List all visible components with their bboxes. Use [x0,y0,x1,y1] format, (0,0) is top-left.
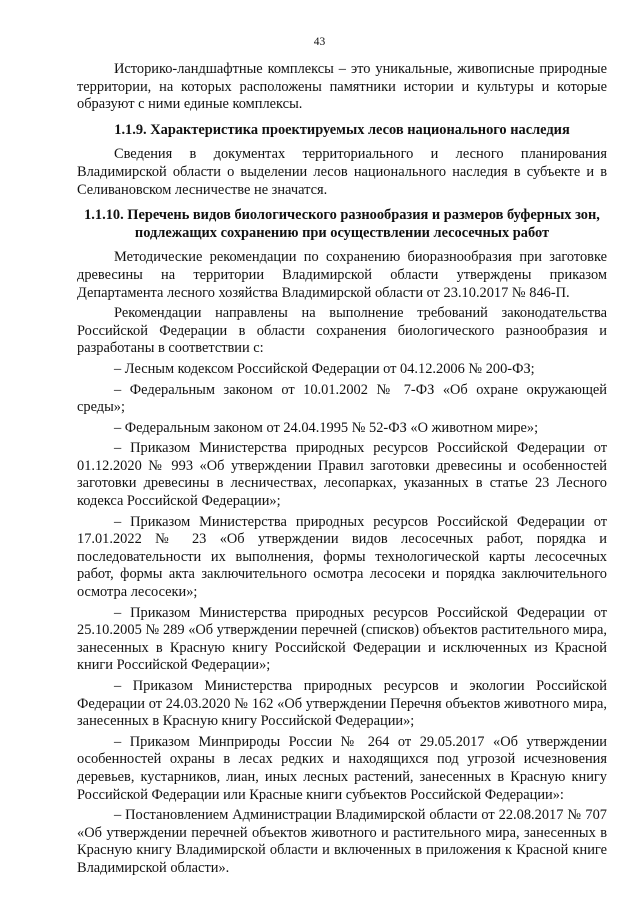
list-item: – Приказом Министерства природных ресурсов Российской Федерации от 01.12.2020 № 993 «Об утверждении Правил заготовки древесины и особенностей заготовки древесины в лесничествах, лесопарках, указанных в статье 23 Лесного кодекса Российской Федерации»; [77,440,607,510]
list-item: – Приказом Министерства природных ресурсов Российской Федерации от 25.10.2005 № 289 «Об утверждении перечней (списков) объектов растительного мира, занесенных в Красную книгу Российской Федерации и исключенных из Красной книги Российской Федерации»; [77,604,607,674]
list-item: – Федеральным законом от 10.01.2002 № 7-ФЗ «Об охране окружающей среды»; [77,381,607,416]
section-heading-1-1-9: 1.1.9. Характеристика проектируемых лесов национального наследия [114,121,570,138]
list-item: – Постановлением Администрации Владимирской области от 22.08.2017 № 707 «Об утверждении перечней объектов животного и растительного мира, занесенных в Красную книгу Владимирской области и включенных в приложения к Красной книге Владимирской области». [77,807,607,876]
paragraph-methodical-recommendations: Методические рекомендации по сохранению биоразнообразия при заготовке древесины на территории Владимирской области утверждены приказом Департамента лесного хозяйства Владимирской области от 23.10.2017 № 846-П. [77,249,607,301]
section-heading-1-1-10: 1.1.10. Перечень видов биологического разнообразия и размеров буферных зон, подлежащих сохранению при осуществлении лесосечных работ [84,207,600,241]
page-number: 43 [313,36,326,48]
list-item: – Приказом Министерства природных ресурсов и экологии Российской Федерации от 24.03.2020 № 162 «Об утверждении Перечня объектов животного мира, занесенных в Красную книгу Российской Федерации»; [77,678,607,730]
list-item: – Лесным кодексом Российской Федерации от 04.12.2006 № 200-ФЗ; [114,360,535,377]
list-item: – Приказом Минприроды России № 264 от 29.05.2017 «Об утверждении особенностей охраны в лесах редких и находящихся под угрозой исчезновения деревьев, кустарников, лиан, иных лесных растений, занесенных в Красную книгу Российской Федерации или Красные книги субъектов Российской Федерации»: [77,733,607,803]
paragraph-landscape-complexes: Историко-ландшафтные комплексы – это уникальные, живописные природные территории, на которых расположены памятники истории и культуры и которые образуют с ними единые комплексы. [77,61,607,113]
legal-acts-list [77,361,607,878]
paragraph-recommendations-purpose: Рекомендации направлены на выполнение требований законодательства Российской Федерации в области сохранения биологического разнообразия и разработаны в соответствии с: [77,305,607,357]
page-content [77,61,607,878]
list-item: – Федеральным законом от 24.04.1995 № 52-ФЗ «О животном мире»; [114,419,539,436]
paragraph-national-heritage-forests: Сведения в документах территориального и лесного планирования Владимирской области о выделении лесов национального наследия в субъекте и в Селивановском лесничестве не значатся. [77,146,607,198]
list-item: – Приказом Министерства природных ресурсов Российской Федерации от 17.01.2022 № 23 «Об утверждении видов лесосечных работ, порядка и последовательности их выполнения, формы технологической карты лесосечных работ, формы акта заключительного осмотра лесосеки и порядка заключительного осмотра лесосеки»; [77,513,607,601]
